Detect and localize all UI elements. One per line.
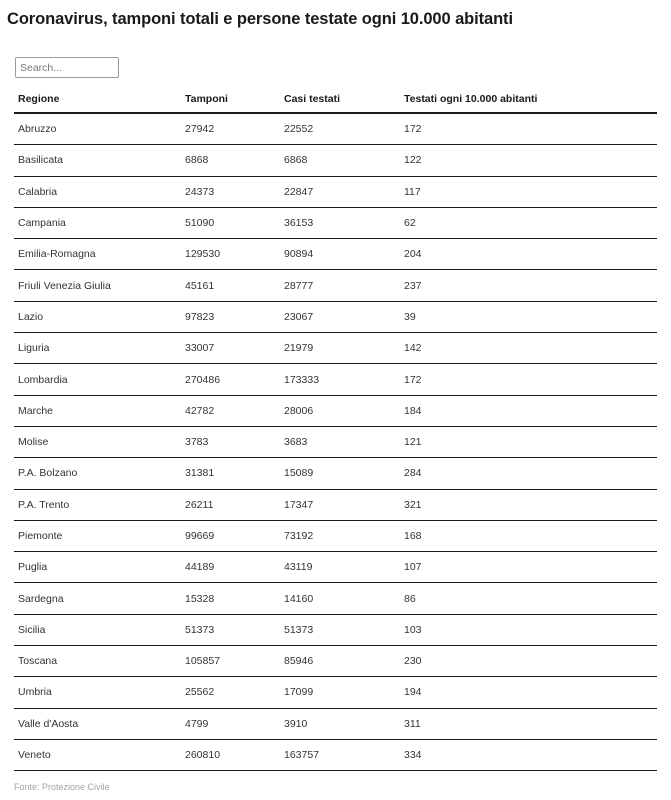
cell-regione: Calabria (14, 176, 181, 207)
cell-testati-ogni-10000: 103 (400, 614, 657, 645)
cell-regione: Sicilia (14, 614, 181, 645)
cell-tamponi: 33007 (181, 333, 280, 364)
cell-casi-testati: 90894 (280, 239, 400, 270)
cell-testati-ogni-10000: 237 (400, 270, 657, 301)
cell-tamponi: 27942 (181, 113, 280, 145)
cell-testati-ogni-10000: 107 (400, 552, 657, 583)
cell-casi-testati: 43119 (280, 552, 400, 583)
cell-casi-testati: 173333 (280, 364, 400, 395)
cell-casi-testati: 14160 (280, 583, 400, 614)
table-row (14, 207, 657, 238)
header-row (14, 86, 657, 113)
cell-regione: P.A. Bolzano (14, 458, 181, 489)
cell-tamponi: 4799 (181, 708, 280, 739)
cell-tamponi: 44189 (181, 552, 280, 583)
cell-regione: Molise (14, 426, 181, 457)
cell-regione: P.A. Trento (14, 489, 181, 520)
table-row (14, 113, 657, 145)
cell-regione: Liguria (14, 333, 181, 364)
table-row (14, 364, 657, 395)
cell-casi-testati: 22552 (280, 113, 400, 145)
cell-testati-ogni-10000: 184 (400, 395, 657, 426)
table-row (14, 520, 657, 551)
table-row (14, 239, 657, 270)
cell-tamponi: 25562 (181, 677, 280, 708)
cell-testati-ogni-10000: 204 (400, 239, 657, 270)
table-row (14, 395, 657, 426)
column-header-testati-ogni-10000[interactable]: Testati ogni 10.000 abitanti (400, 86, 657, 113)
cell-tamponi: 3783 (181, 426, 280, 457)
cell-regione: Basilicata (14, 145, 181, 176)
cell-casi-testati: 3683 (280, 426, 400, 457)
cell-tamponi: 99669 (181, 520, 280, 551)
cell-regione: Abruzzo (14, 113, 181, 145)
cell-tamponi: 6868 (181, 145, 280, 176)
source-note: Fonte: Protezione Civile (14, 782, 110, 792)
table-row (14, 708, 657, 739)
cell-regione: Veneto (14, 739, 181, 770)
cell-casi-testati: 73192 (280, 520, 400, 551)
column-header-tamponi[interactable]: Tamponi (181, 86, 280, 113)
cell-tamponi: 31381 (181, 458, 280, 489)
cell-casi-testati: 17347 (280, 489, 400, 520)
cell-testati-ogni-10000: 284 (400, 458, 657, 489)
cell-regione: Toscana (14, 646, 181, 677)
cell-regione: Valle d'Aosta (14, 708, 181, 739)
cell-testati-ogni-10000: 321 (400, 489, 657, 520)
table-row (14, 552, 657, 583)
cell-casi-testati: 23067 (280, 301, 400, 332)
cell-casi-testati: 3910 (280, 708, 400, 739)
cell-testati-ogni-10000: 311 (400, 708, 657, 739)
cell-testati-ogni-10000: 172 (400, 364, 657, 395)
cell-tamponi: 51090 (181, 207, 280, 238)
column-header-casi-testati[interactable]: Casi testati (280, 86, 400, 113)
search-input[interactable] (15, 57, 119, 78)
cell-casi-testati: 51373 (280, 614, 400, 645)
cell-testati-ogni-10000: 86 (400, 583, 657, 614)
table-row (14, 426, 657, 457)
cell-testati-ogni-10000: 121 (400, 426, 657, 457)
cell-testati-ogni-10000: 194 (400, 677, 657, 708)
table-row (14, 739, 657, 770)
table-row (14, 646, 657, 677)
cell-casi-testati: 15089 (280, 458, 400, 489)
cell-regione: Emilia-Romagna (14, 239, 181, 270)
cell-tamponi: 15328 (181, 583, 280, 614)
cell-casi-testati: 21979 (280, 333, 400, 364)
table-body (14, 113, 657, 771)
table-row (14, 614, 657, 645)
cell-casi-testati: 28777 (280, 270, 400, 301)
table-row (14, 145, 657, 176)
cell-tamponi: 42782 (181, 395, 280, 426)
cell-casi-testati: 6868 (280, 145, 400, 176)
cell-tamponi: 45161 (181, 270, 280, 301)
cell-casi-testati: 163757 (280, 739, 400, 770)
table-row (14, 333, 657, 364)
cell-testati-ogni-10000: 334 (400, 739, 657, 770)
cell-regione: Sardegna (14, 583, 181, 614)
cell-testati-ogni-10000: 62 (400, 207, 657, 238)
cell-testati-ogni-10000: 172 (400, 113, 657, 145)
table-row (14, 489, 657, 520)
table-row (14, 270, 657, 301)
cell-casi-testati: 85946 (280, 646, 400, 677)
cell-regione: Lazio (14, 301, 181, 332)
table-row (14, 176, 657, 207)
cell-tamponi: 260810 (181, 739, 280, 770)
cell-regione: Marche (14, 395, 181, 426)
cell-regione: Piemonte (14, 520, 181, 551)
cell-testati-ogni-10000: 168 (400, 520, 657, 551)
cell-casi-testati: 22847 (280, 176, 400, 207)
data-table (14, 86, 657, 771)
cell-casi-testati: 17099 (280, 677, 400, 708)
cell-testati-ogni-10000: 122 (400, 145, 657, 176)
cell-casi-testati: 36153 (280, 207, 400, 238)
cell-tamponi: 129530 (181, 239, 280, 270)
page-title: Coronavirus, tamponi totali e persone testate ogni 10.000 abitanti (7, 10, 513, 28)
cell-testati-ogni-10000: 230 (400, 646, 657, 677)
cell-testati-ogni-10000: 117 (400, 176, 657, 207)
cell-regione: Lombardia (14, 364, 181, 395)
cell-regione: Umbria (14, 677, 181, 708)
cell-tamponi: 24373 (181, 176, 280, 207)
cell-regione: Friuli Venezia Giulia (14, 270, 181, 301)
table-row (14, 677, 657, 708)
column-header-regione[interactable]: Regione (14, 86, 181, 113)
table-row (14, 583, 657, 614)
cell-casi-testati: 28006 (280, 395, 400, 426)
cell-tamponi: 270486 (181, 364, 280, 395)
table-row (14, 301, 657, 332)
cell-tamponi: 51373 (181, 614, 280, 645)
cell-testati-ogni-10000: 39 (400, 301, 657, 332)
cell-tamponi: 26211 (181, 489, 280, 520)
table-row (14, 458, 657, 489)
cell-regione: Campania (14, 207, 181, 238)
cell-tamponi: 105857 (181, 646, 280, 677)
cell-tamponi: 97823 (181, 301, 280, 332)
cell-testati-ogni-10000: 142 (400, 333, 657, 364)
cell-regione: Puglia (14, 552, 181, 583)
